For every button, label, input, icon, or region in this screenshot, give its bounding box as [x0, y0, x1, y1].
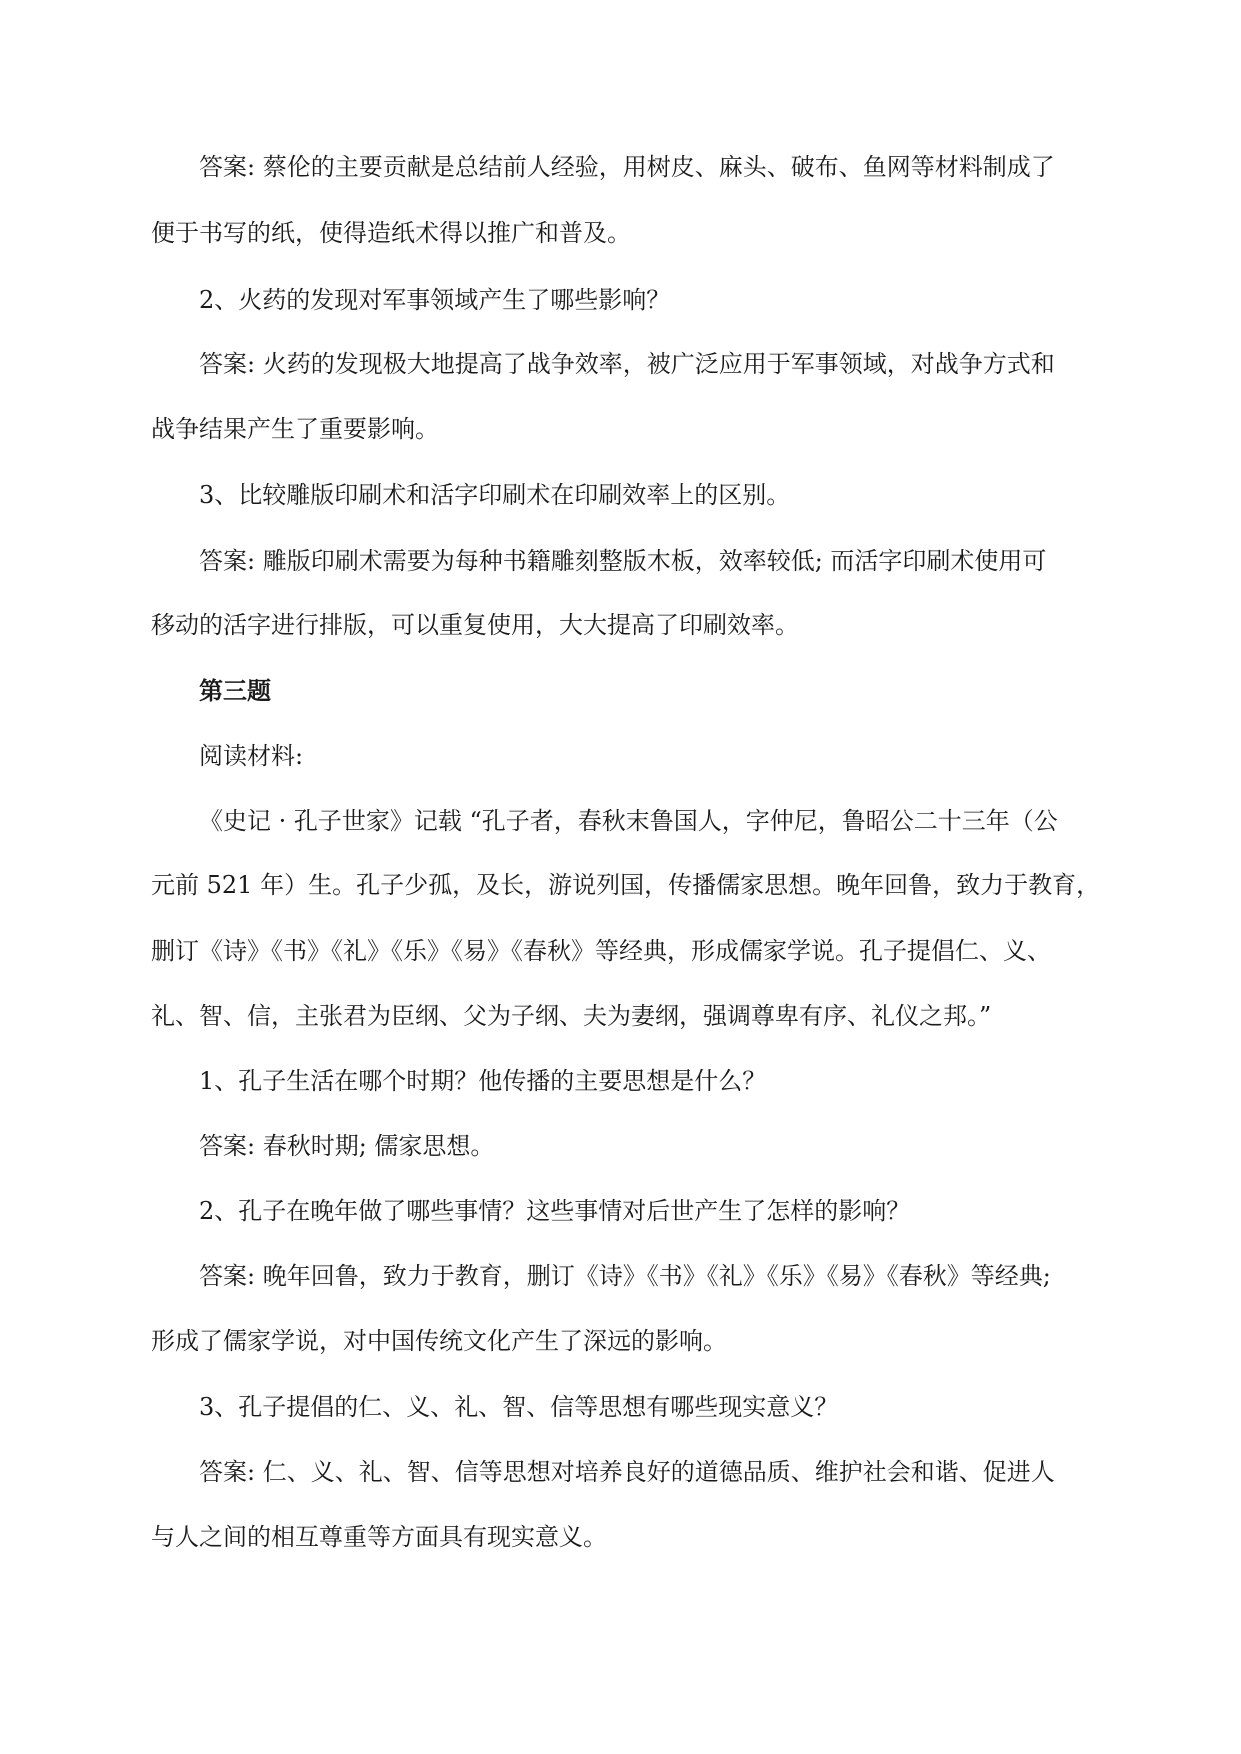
question-2: 2、火药的发现对军事领域产生了哪些影响？ — [199, 286, 671, 314]
material-line-4: 礼、智、信，主张君为臣纲、父为子纲、夫为妻纲，强调尊卑有序、礼仪之邦。” — [151, 1002, 992, 1030]
question-2: 2、孔子在晚年做了哪些事情？这些事情对后世产生了怎样的影响？ — [199, 1197, 911, 1225]
question-1: 1、孔子生活在哪个时期？他传播的主要思想是什么？ — [199, 1067, 767, 1095]
answer-1-line-2: 便于书写的纸，使得造纸术得以推广和普及。 — [151, 219, 631, 247]
answer-1: 答案: 春秋时期; 儒家思想。 — [199, 1132, 495, 1160]
answer-1-line-1: 答案: 蔡伦的主要贡献是总结前人经验，用树皮、麻头、破布、鱼网等材料制成了 — [199, 153, 1055, 181]
material-line-3: 删订《诗》《书》《礼》《乐》《易》《春秋》等经典，形成儒家学说。孔子提倡仁、义、 — [151, 937, 1051, 965]
answer-2-line-2: 形成了儒家学说，对中国传统文化产生了深远的影响。 — [151, 1327, 727, 1355]
answer-2-line-1: 答案: 晚年回鲁，致力于教育，删订《诗》《书》《礼》《乐》《易》《春秋》等经典; — [199, 1262, 1051, 1290]
answer-2-line-1: 答案: 火药的发现极大地提高了战争效率，被广泛应用于军事领域，对战争方式和 — [199, 350, 1055, 378]
answer-3-line-1: 答案: 仁、义、礼、智、信等思想对培养良好的道德品质、维护社会和谐、促进人 — [199, 1458, 1055, 1486]
answer-2-line-2: 战争结果产生了重要影响。 — [151, 415, 439, 443]
question-3: 3、孔子提倡的仁、义、礼、智、信等思想有哪些现实意义？ — [199, 1393, 839, 1421]
reading-intro: 阅读材料: — [199, 742, 304, 770]
material-line-1: 《史记 · 孔子世家》记载 “孔子者，春秋末鲁国人，字仲尼，鲁昭公二十三年（公 — [199, 807, 1058, 835]
question-3: 3、比较雕版印刷术和活字印刷术在印刷效率上的区别。 — [199, 481, 791, 509]
answer-3-line-1: 答案: 雕版印刷术需要为每种书籍雕刻整版木板，效率较低; 而活字印刷术使用可 — [199, 547, 1047, 575]
material-line-2: 元前 521 年）生。孔子少孤，及长，游说列国，传播儒家思想。晚年回鲁，致力于教育， — [151, 871, 1101, 899]
answer-3-line-2: 移动的活字进行排版，可以重复使用，大大提高了印刷效率。 — [151, 611, 799, 639]
answer-3-line-2: 与人之间的相互尊重等方面具有现实意义。 — [151, 1523, 607, 1551]
section-heading: 第三题 — [199, 676, 271, 705]
